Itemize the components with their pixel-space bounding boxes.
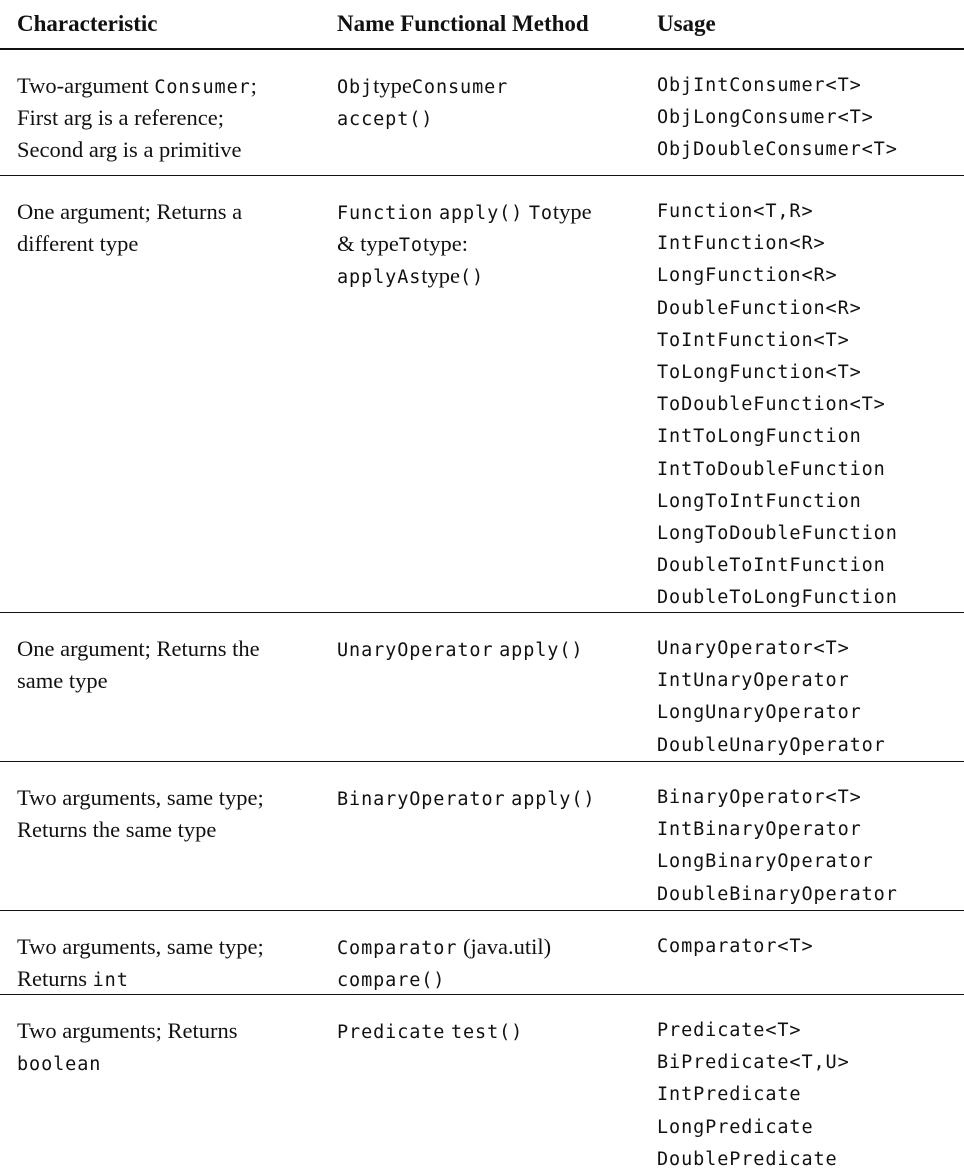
method-cell: [337, 1015, 523, 1047]
usage-interface: DoubleBinaryOperator: [657, 883, 898, 905]
method-line: [337, 196, 592, 228]
method-line: [337, 260, 592, 292]
method-cell: [337, 633, 583, 665]
usage-interface: IntBinaryOperator: [657, 819, 862, 841]
code-text: Consumer: [411, 77, 509, 98]
usage-interface: Function<T,R>: [657, 201, 814, 222]
code-text: compare(): [337, 970, 446, 992]
text-run: type: [373, 73, 412, 98]
code-text: Predicate: [337, 1022, 446, 1043]
usage-interface: IntPredicate: [657, 1084, 802, 1106]
usage-interface: UnaryOperator<T>: [657, 638, 850, 659]
usage-interface: DoubleFunction<R>: [657, 297, 862, 319]
method-line: [337, 633, 583, 665]
code-text: test(): [450, 1022, 524, 1043]
code-text: Comparator: [337, 938, 458, 959]
text-run: type: [421, 263, 461, 289]
table-row: [0, 50, 964, 176]
method-cell: [337, 70, 508, 134]
usage-interface: LongToIntFunction: [657, 490, 862, 512]
characteristic-cell: [17, 196, 242, 260]
table-row: [0, 995, 964, 1169]
usage-cell: [657, 633, 886, 762]
usage-interface: IntFunction<R>: [657, 233, 826, 255]
usage-interface: DoubleUnaryOperator: [657, 734, 886, 756]
code-text: (): [460, 267, 485, 289]
method-line: [337, 102, 508, 134]
usage-interface: BiPredicate<T,U>: [657, 1052, 850, 1074]
usage-interface: DoubleToIntFunction: [657, 555, 886, 577]
characteristic-cell: [17, 633, 260, 697]
code-text: BinaryOperator: [337, 789, 506, 810]
usage-cell: [657, 196, 898, 614]
characteristic-line: [17, 782, 264, 814]
usage-interface: ObjIntConsumer<T>: [657, 75, 862, 96]
text-run: One argument; Returns the: [17, 636, 260, 661]
usage-interface: IntToLongFunction: [657, 426, 862, 448]
code-text: To: [528, 203, 553, 224]
characteristic-line: [17, 963, 264, 995]
text-run: Two-argument: [17, 73, 155, 98]
method-line: [337, 963, 551, 995]
header-characteristic: Characteristic: [17, 11, 158, 36]
method-cell: [337, 931, 551, 995]
usage-interface: LongUnaryOperator: [657, 702, 862, 724]
characteristic-line: [17, 70, 257, 102]
usage-interface: Predicate<T>: [657, 1020, 802, 1041]
characteristic-line: [17, 814, 264, 846]
code-text: apply(): [499, 640, 584, 661]
text-run: Returns the same type: [17, 817, 217, 843]
characteristic-line: [17, 228, 242, 260]
code-text: Consumer: [154, 77, 251, 98]
usage-interface: IntToDoubleFunction: [657, 458, 886, 480]
characteristic-line: [17, 633, 260, 665]
text-run: type: [360, 231, 399, 257]
usage-interface: ObjDoubleConsumer<T>: [657, 139, 898, 161]
method-line: [337, 782, 595, 814]
text-run: First arg is a reference;: [17, 105, 224, 131]
usage-interface: Comparator<T>: [657, 936, 814, 957]
text-run: type: [422, 231, 462, 257]
characteristic-cell: [17, 782, 264, 846]
characteristic-line: [17, 134, 257, 166]
usage-interface: ObjLongConsumer<T>: [657, 107, 874, 129]
usage-cell: [657, 70, 898, 167]
text-run: :: [461, 231, 468, 257]
text-run: same type: [17, 668, 108, 694]
usage-interface: DoubleToLongFunction: [657, 587, 898, 609]
table-row: [0, 176, 964, 613]
method-cell: [337, 782, 595, 814]
table-row: [0, 762, 964, 911]
table-header: [0, 0, 964, 50]
characteristic-line: [17, 196, 242, 228]
code-text: apply(): [438, 203, 524, 224]
header-usage: Usage: [657, 11, 716, 36]
code-text: accept(): [337, 109, 434, 131]
characteristic-line: [17, 1047, 238, 1079]
code-text: apply(): [511, 789, 596, 810]
usage-interface: LongFunction<R>: [657, 265, 838, 287]
method-line: [337, 228, 592, 260]
usage-interface: LongToDoubleFunction: [657, 522, 898, 544]
characteristic-cell: [17, 931, 264, 995]
code-text: Function: [337, 203, 434, 224]
text-run: Two arguments; Returns: [17, 1018, 238, 1043]
code-text: applyAs: [337, 267, 422, 289]
method-line: [337, 70, 508, 102]
text-run: Two arguments, same type;: [17, 934, 264, 959]
code-text: int: [92, 970, 129, 992]
code-text: UnaryOperator: [337, 640, 494, 661]
usage-interface: BinaryOperator<T>: [657, 787, 862, 808]
usage-interface: ToIntFunction<T>: [657, 329, 850, 351]
method-cell: [337, 196, 592, 293]
usage-interface: LongBinaryOperator: [657, 851, 874, 873]
usage-interface: IntUnaryOperator: [657, 670, 850, 692]
table-row: [0, 911, 964, 995]
text-run: different type: [17, 231, 139, 257]
code-text: To: [398, 235, 423, 257]
characteristic-line: [17, 665, 260, 697]
text-run: One argument; Returns a: [17, 199, 243, 224]
usage-interface: ToDoubleFunction<T>: [657, 394, 886, 416]
usage-interface: ToLongFunction<T>: [657, 361, 862, 383]
header-name-method: Name Functional Method: [337, 11, 589, 36]
text-run: ;: [250, 73, 257, 98]
table-row: [0, 613, 964, 762]
usage-interface: DoublePredicate: [657, 1148, 838, 1170]
code-text: Obj: [337, 77, 374, 98]
text-run: Second arg is a primitive: [17, 137, 242, 163]
method-line: [337, 1015, 523, 1047]
text-run: Returns: [17, 966, 93, 992]
characteristic-cell: [17, 70, 257, 167]
characteristic-line: [17, 102, 257, 134]
method-line: [337, 931, 551, 963]
characteristic-line: [17, 931, 264, 963]
text-run: (java.util): [457, 934, 552, 959]
text-run: type: [552, 199, 592, 224]
code-text: boolean: [17, 1054, 102, 1076]
text-run: &: [337, 231, 361, 257]
usage-interface: LongPredicate: [657, 1116, 814, 1138]
usage-cell: [657, 782, 898, 911]
usage-cell: [657, 1015, 850, 1176]
characteristic-line: [17, 1015, 238, 1047]
text-run: Two arguments, same type;: [17, 785, 264, 810]
usage-cell: [657, 931, 814, 963]
characteristic-cell: [17, 1015, 238, 1079]
